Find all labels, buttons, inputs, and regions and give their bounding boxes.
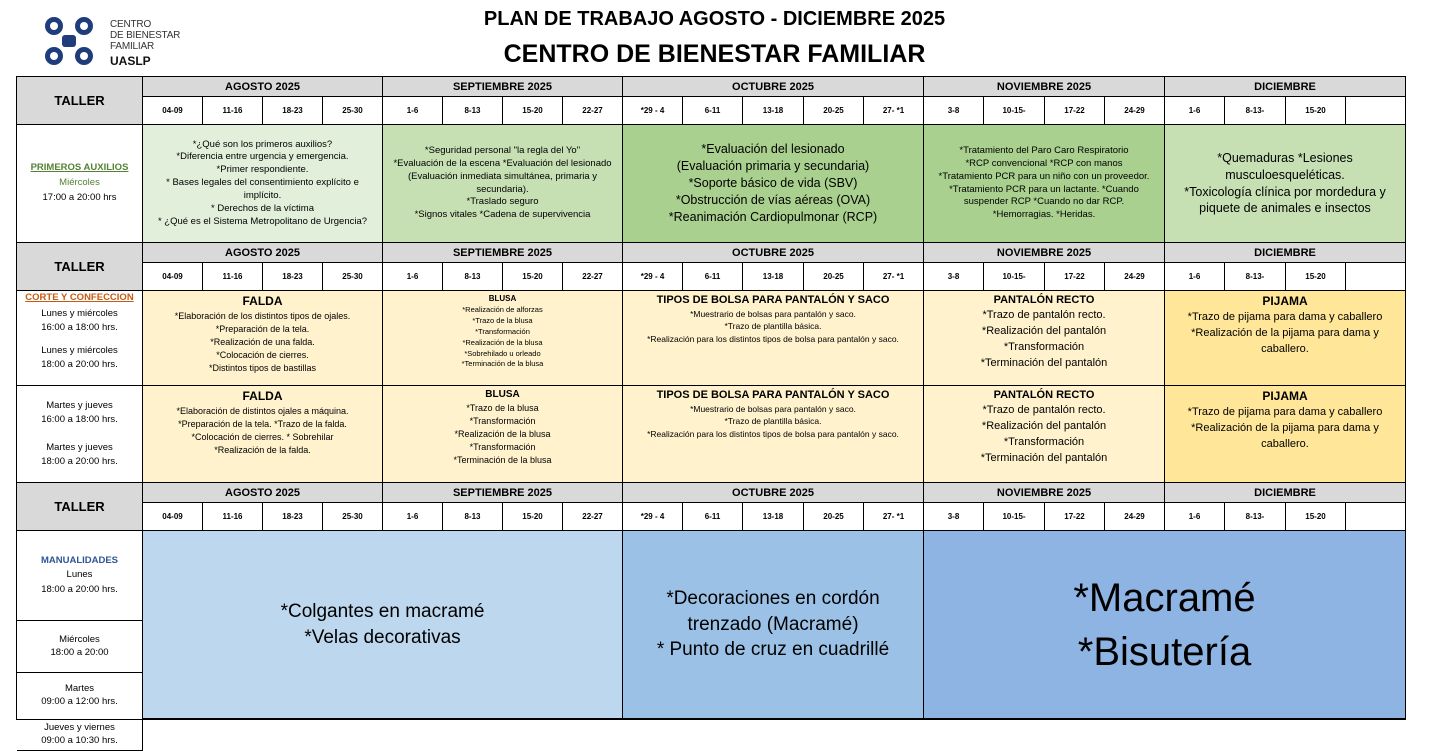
manual-augsep: *Colgantes en macramé *Velas decorativas: [143, 531, 623, 719]
month-header: AGOSTO 2025: [143, 77, 383, 97]
week-range: 18-23: [263, 263, 323, 291]
month-header: DICIEMBRE: [1165, 483, 1406, 503]
week-range: 22-27: [563, 503, 623, 531]
topic-title: PANTALÓN RECTO: [993, 389, 1095, 401]
manual-novdic: *Macramé *Bisutería: [924, 531, 1406, 719]
taller-label: TALLER: [17, 77, 143, 125]
week-range: 3-8: [924, 503, 984, 531]
week-range: 13-18: [743, 97, 804, 125]
week-range: 15-20: [503, 97, 563, 125]
taller-label: TALLER: [17, 483, 143, 531]
taller-label: TALLER: [17, 243, 143, 291]
week-range: 13-18: [743, 503, 804, 531]
week-range: 10-15-: [984, 263, 1045, 291]
month-header: SEPTIEMBRE 2025: [383, 483, 623, 503]
workshop-title: PRIMEROS AUXILIOS: [30, 162, 129, 174]
month-header: DICIEMBRE: [1165, 243, 1406, 263]
time-slot: Lunes y miércoles 16:00 a 18:00 hrs.: [41, 307, 118, 333]
primeros-label-cell: [17, 125, 143, 243]
topic-content: *Muestrario de bolsas para pantalón y saco. *Trazo de plantilla básica. *Realización para los distintos tipos de bolsa para pantalón y saco.: [647, 404, 899, 439]
week-range: 04-09: [143, 97, 203, 125]
week-range: 1-6: [1165, 97, 1225, 125]
month-header: OCTUBRE 2025: [623, 243, 924, 263]
corte-dic: [1165, 291, 1406, 386]
workshop-time: 17:00 a 20:00 hrs: [42, 191, 117, 203]
week-range: 10-15-: [984, 503, 1045, 531]
time-slot: Martes y jueves 18:00 a 20:00 hrs.: [41, 442, 118, 467]
workshop-title: MANUALIDADES: [40, 555, 119, 567]
week-range: 3-8: [924, 263, 984, 291]
schedule-table: [16, 76, 1406, 746]
topic-content: *Trazo de la blusa *Transformación *Realización de la blusa *Transformación *Terminación de la blusa: [453, 403, 552, 466]
week-range: 20-25: [804, 503, 864, 531]
month-header: OCTUBRE 2025: [623, 77, 924, 97]
week-range: 22-27: [563, 97, 623, 125]
time-slot: Lunes 18:00 a 20:00 hrs.: [41, 569, 118, 595]
topic-title: BLUSA: [485, 389, 520, 400]
primeros-oct: *Evaluación del lesionado (Evaluación primaria y secundaria) *Soporte básico de vida (SBV) *Obstrucción de vías aéreas (OVA) *Reanimación Cardiopulmonar (RCP): [623, 125, 924, 243]
corte-sep: [383, 386, 623, 483]
week-range: 6-11: [683, 503, 743, 531]
manual-oct: *Decoraciones en cordón trenzado (Macramé) * Punto de cruz en cuadrillé: [623, 531, 924, 719]
plan-title: PLAN DE TRABAJO AGOSTO - DICIEMBRE 2025: [483, 8, 946, 30]
week-range: *29 - 4: [623, 263, 683, 291]
week-range: 17-22: [1045, 503, 1105, 531]
week-range: 20-25: [804, 97, 864, 125]
week-range: [1346, 503, 1406, 531]
topic-content: *Trazo de pantalón recto. *Realización del pantalón *Transformación *Terminación del pantalón: [980, 404, 1108, 464]
center-title: CENTRO DE BIENESTAR FAMILIAR: [503, 40, 926, 68]
week-range: 1-6: [383, 97, 443, 125]
month-header: SEPTIEMBRE 2025: [383, 243, 623, 263]
week-range: 15-20: [503, 263, 563, 291]
workshop-day: Miércoles: [59, 177, 100, 189]
week-range: 04-09: [143, 503, 203, 531]
week-range: 11-16: [203, 97, 263, 125]
week-range: 15-20: [1286, 263, 1346, 291]
week-range: 3-8: [924, 97, 984, 125]
time-slot: Lunes y miércoles 18:00 a 20:00 hrs.: [41, 345, 118, 371]
week-range: *29 - 4: [623, 503, 683, 531]
corte-dic: [1165, 386, 1406, 483]
topic-title: PANTALÓN RECTO: [993, 294, 1095, 306]
month-header: AGOSTO 2025: [143, 243, 383, 263]
week-range: 15-20: [503, 503, 563, 531]
week-range: 17-22: [1045, 97, 1105, 125]
week-range: 1-6: [1165, 503, 1225, 531]
time-slot: Miércoles 18:00 a 20:00: [17, 621, 143, 673]
month-header: NOVIEMBRE 2025: [924, 483, 1165, 503]
time-slot: Martes 09:00 a 12:00 hrs.: [17, 673, 143, 720]
week-range: 25-30: [323, 263, 383, 291]
week-range: 27- *1: [864, 97, 924, 125]
week-range: 8-13: [443, 97, 503, 125]
corte-sep: [383, 291, 623, 386]
month-header: OCTUBRE 2025: [623, 483, 924, 503]
week-range: 10-15-: [984, 97, 1045, 125]
topic-title: BLUSA: [488, 294, 517, 303]
primeros-dic: *Quemaduras *Lesiones musculoesqueléticas. *Toxicología clínica por mordedura y piquete de animales e insectos: [1165, 125, 1406, 243]
topic-title: FALDA: [242, 389, 283, 403]
week-range: 8-13: [443, 263, 503, 291]
week-range: 17-22: [1045, 263, 1105, 291]
corte-aug: [143, 386, 383, 483]
topic-title: PIJAMA: [1262, 389, 1308, 403]
corte-label-cell-2: [17, 386, 143, 483]
logo-line: DE BIENESTAR: [110, 30, 181, 41]
primeros-sep: *Seguridad personal "la regla del Yo" *Evaluación de la escena *Evaluación del lesionado (Evaluación inmediata simultánea, primaria y secundaria). *Traslado seguro *Signos vitales *Cadena de supervivencia: [383, 125, 623, 243]
week-range: 24-29: [1105, 263, 1165, 291]
week-range: 1-6: [383, 263, 443, 291]
corte-nov: [924, 291, 1165, 386]
topic-content: *Realización de alforzas *Trazo de la blusa *Transformación *Realización de la blusa *Sobrehilado u orleado *Terminación de la blusa: [461, 305, 544, 369]
week-range: 27- *1: [864, 503, 924, 531]
topic-title: TIPOS DE BOLSA PARA PANTALÓN Y SACO: [656, 389, 890, 401]
topic-content: *Trazo de pantalón recto. *Realización del pantalón *Transformación *Terminación del pantalón: [980, 309, 1108, 369]
topic-content: *Trazo de pijama para dama y caballero *Realización de la pijama para dama y caballero.: [1187, 406, 1383, 450]
topic-content: *Muestrario de bolsas para pantalón y saco. *Trazo de plantilla básica. *Realización para los distintos tipos de bolsa para pantalón y saco.: [647, 309, 899, 344]
topic-title: FALDA: [242, 294, 283, 308]
week-range: 18-23: [263, 97, 323, 125]
month-header: NOVIEMBRE 2025: [924, 243, 1165, 263]
time-slot: Martes y jueves 16:00 a 18:00 hrs.: [41, 400, 118, 426]
week-range: 24-29: [1105, 97, 1165, 125]
week-range: 20-25: [804, 263, 864, 291]
corte-label-cell: [17, 291, 143, 386]
manual-label-cell: [17, 531, 143, 621]
month-header: AGOSTO 2025: [143, 483, 383, 503]
topic-content: *Elaboración de distintos ojales a máquina. *Preparación de la tela. *Trazo de la falda. *Colocación de cierres. * Sobrehilar *Realización de la falda.: [176, 406, 349, 456]
primeros-aug: *¿Qué son los primeros auxilios? *Diferencia entre urgencia y emergencia. *Primer respondiente. * Bases legales del consentimiento explícito e implícito. * Derechos de la víctima * ¿Qué es el Sistema Metropolitano de Urgencia?: [143, 125, 383, 243]
corte-oct: [623, 386, 924, 483]
topic-title: PIJAMA: [1262, 294, 1308, 308]
logo-line: FAMILIAR: [110, 41, 154, 52]
week-range: 11-16: [203, 503, 263, 531]
week-range: 27- *1: [864, 263, 924, 291]
week-range: 8-13-: [1225, 503, 1286, 531]
week-range: 15-20: [1286, 97, 1346, 125]
topic-content: *Elaboración de los distintos tipos de ojales. *Preparación de la tela. *Realización de una falda. *Colocación de cierres. *Distintos tipos de bastillas: [174, 311, 351, 374]
week-range: 6-11: [683, 97, 743, 125]
topic-content: *Trazo de pijama para dama y caballero *Realización de la pijama para dama y caballero.: [1187, 311, 1383, 355]
logo-line: CENTRO: [110, 19, 152, 30]
corte-oct: [623, 291, 924, 386]
week-range: 8-13-: [1225, 263, 1286, 291]
week-range: 11-16: [203, 263, 263, 291]
week-range: 25-30: [323, 97, 383, 125]
week-range: 6-11: [683, 263, 743, 291]
month-header: NOVIEMBRE 2025: [924, 77, 1165, 97]
primeros-nov: *Tratamiento del Paro Caro Respiratorio *RCP convencional *RCP con manos *Tratamiento PCR para un niño con un proveedor. *Tratamiento PCR para un lactante. *Cuando suspender RCP *Cuando no dar RCP. *Hemorragias. *Heridas.: [924, 125, 1165, 243]
corte-aug: [143, 291, 383, 386]
month-header: SEPTIEMBRE 2025: [383, 77, 623, 97]
week-range: 1-6: [383, 503, 443, 531]
logo-bold: UASLP: [110, 54, 151, 68]
week-range: [1346, 97, 1406, 125]
week-range: 8-13-: [1225, 97, 1286, 125]
week-range: 24-29: [1105, 503, 1165, 531]
week-range: 15-20: [1286, 503, 1346, 531]
week-range: *29 - 4: [623, 97, 683, 125]
week-range: 04-09: [143, 263, 203, 291]
week-range: 8-13: [443, 503, 503, 531]
week-range: 22-27: [563, 263, 623, 291]
week-range: 18-23: [263, 503, 323, 531]
week-range: 1-6: [1165, 263, 1225, 291]
time-slot: Jueves y viernes 09:00 a 10:30 hrs.: [17, 720, 143, 751]
workshop-title: CORTE Y CONFECCION: [25, 292, 134, 303]
week-range: 25-30: [323, 503, 383, 531]
week-range: [1346, 263, 1406, 291]
corte-nov: [924, 386, 1165, 483]
week-range: 13-18: [743, 263, 804, 291]
topic-title: TIPOS DE BOLSA PARA PANTALÓN Y SACO: [656, 294, 890, 306]
month-header: DICIEMBRE: [1165, 77, 1406, 97]
